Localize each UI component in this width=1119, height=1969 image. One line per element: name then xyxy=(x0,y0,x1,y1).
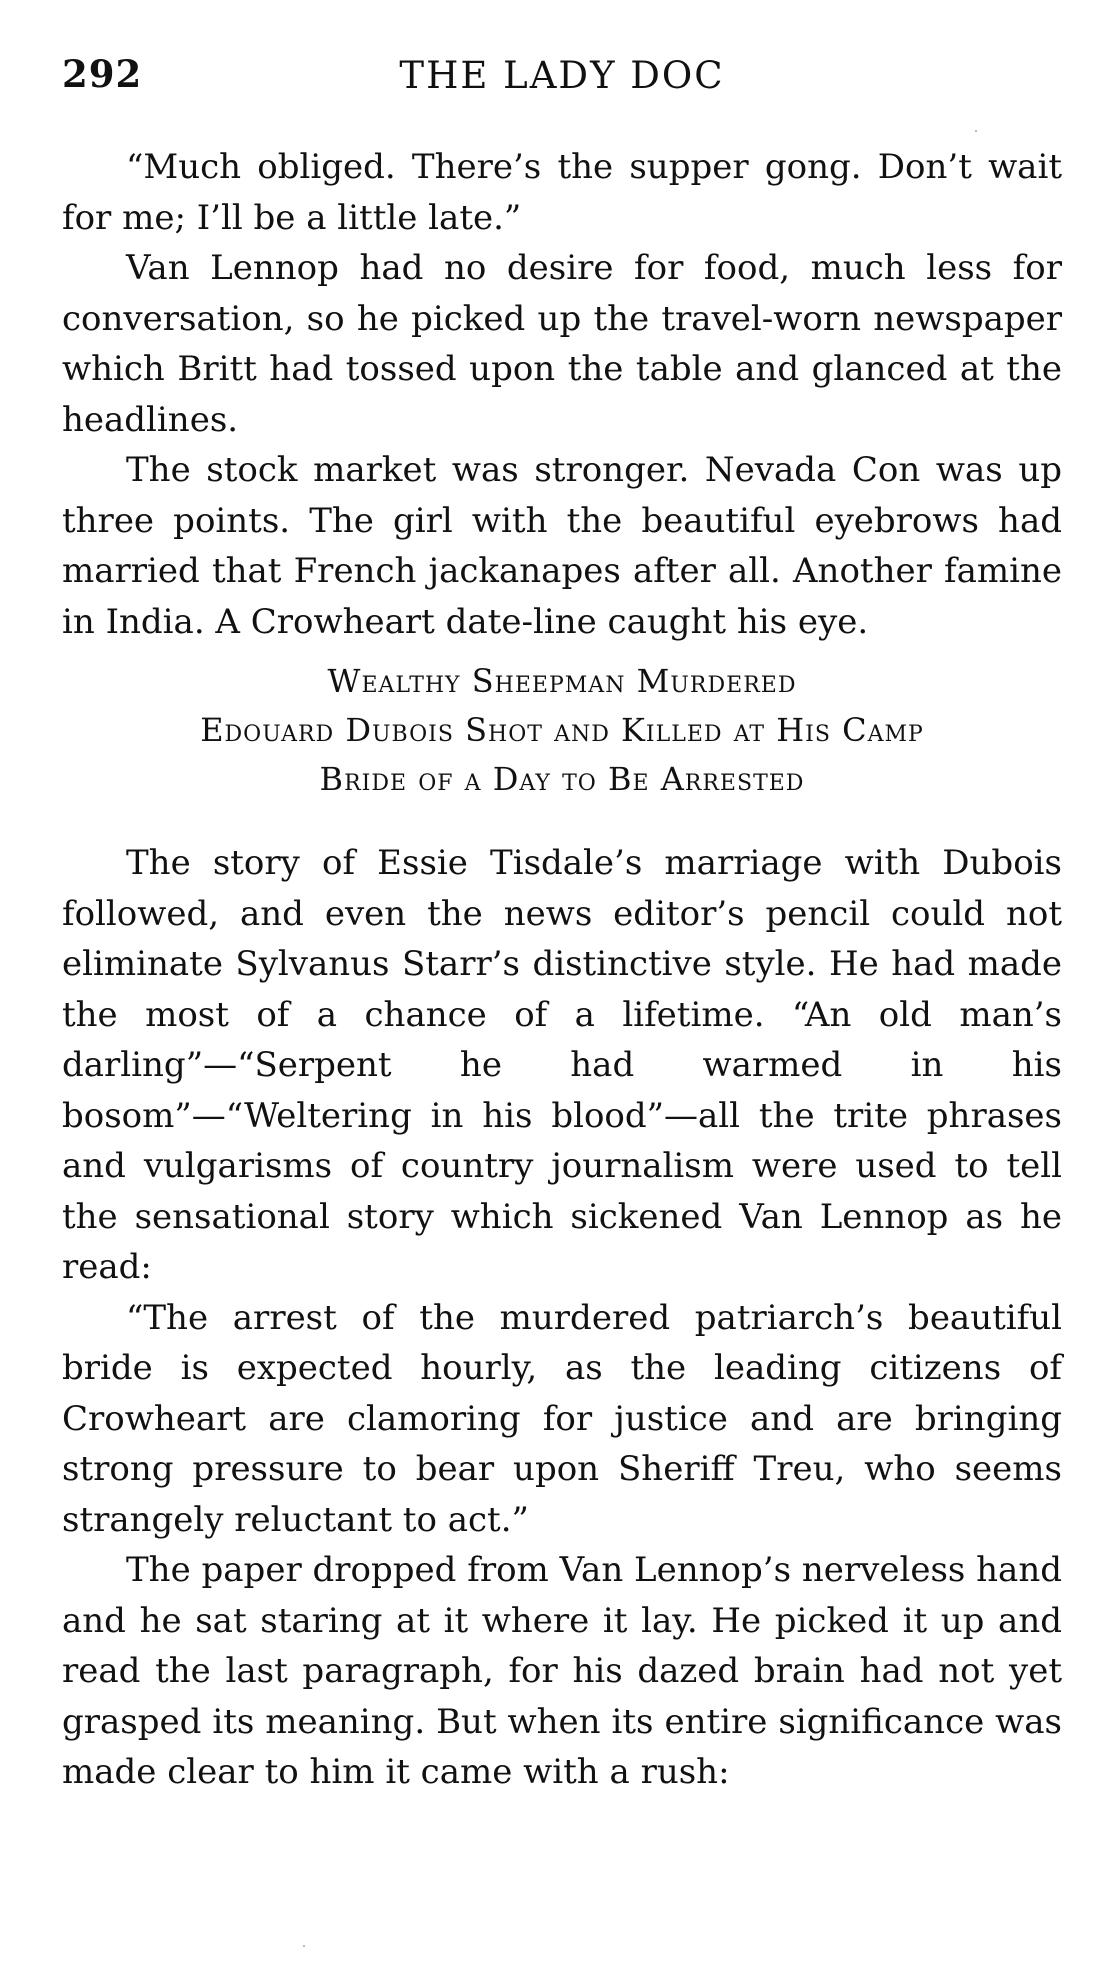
running-head xyxy=(62,52,1062,112)
paragraph-story: The story of Essie Tisdale’s marriage with Dubois followed, and even the news editor’s pencil could not eliminate Sylvanus Starr’s distinctive style. He had made the most of a chance of a lifetime. “An old man’s darling”—“Serpent he had warmed in his bosom”—“Weltering in his blood”—all the trite phrases and vulgarisms of country journalism were used to tell the sensational story which sickened Van Lennop as he read: xyxy=(62,843,1062,1287)
paper-speck xyxy=(303,1945,305,1947)
headline-dubois-shot: Edouard Dubois Shot and Killed at His Camp xyxy=(200,711,924,749)
paragraph-newspaper: Van Lennop had no desire for food, much less for conversation, so he picked up the travel-worn newspaper which Britt had tossed upon the table and glanced at the headlines. xyxy=(62,248,1062,440)
paper-speck xyxy=(975,130,977,132)
book-title: THE LADY DOC xyxy=(399,54,725,97)
book-page xyxy=(62,52,1062,1798)
paragraph-quote-arrest: “The arrest of the murdered patriarch’s beautiful bride is expected hourly, as the leading citizens of Crowheart are clamoring for justice and are bringing strong pressure to bear upon Sheriff Treu, who seems strangely reluctant to act.” xyxy=(62,1297,1062,1540)
newspaper-headlines xyxy=(62,657,1062,804)
page-number: 292 xyxy=(62,52,143,96)
paragraph-gong: “Much obliged. There’s the supper gong. Don’t wait for me; I’ll be a little late.” xyxy=(62,147,1062,238)
page-body xyxy=(62,142,1062,1798)
headline-bride-arrested: Bride of a Day to Be Arrested xyxy=(319,760,805,798)
headline-sheepman-murdered: Wealthy Sheepman Murdered xyxy=(327,662,797,700)
paragraph-paper-dropped: The paper dropped from Van Lennop’s nerveless hand and he sat staring at it where it lay. He picked it up and read the last paragraph, for his dazed brain had not yet grasped its meaning. But when its entire significance was made clear to him it came with a rush: xyxy=(62,1550,1062,1792)
paragraph-stock-market: The stock market was stronger. Nevada Con was up three points. The girl with the beautiful eyebrows had married that French jackanapes after all. Another famine in India. A Crowheart date-line caught his eye. xyxy=(62,450,1062,642)
